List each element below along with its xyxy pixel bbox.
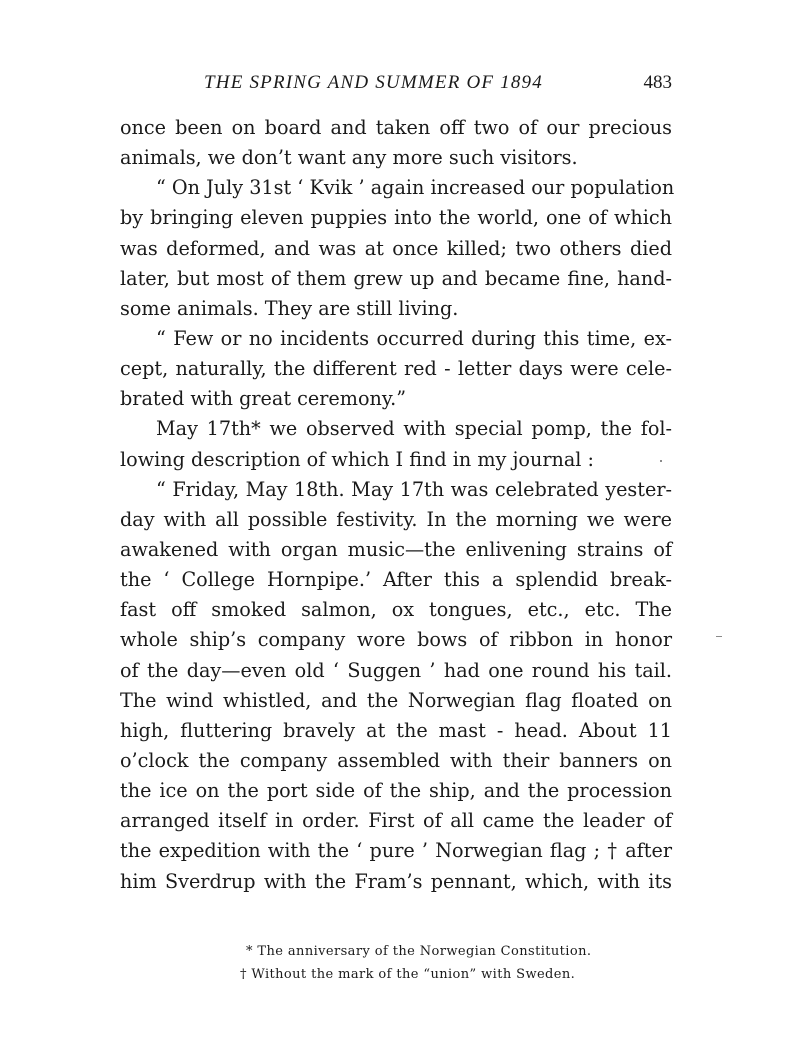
text-line: once been on board and taken off two of our precious <box>120 116 672 139</box>
page-number: 483 <box>643 72 672 93</box>
text-line: the ice on the port side of the ship, and the procession <box>120 779 672 803</box>
body-text <box>120 113 675 897</box>
text-line: awakened with organ music—the enlivening strains of <box>120 537 672 561</box>
footnotes <box>120 940 672 986</box>
text-line: lowing description of which I find in my journal : <box>120 447 595 471</box>
text-line: cept, naturally, the different red - letter days were cele- <box>120 357 672 381</box>
text-line: May 17th* we observed with special pomp, the fol- <box>156 417 672 441</box>
text-line: day with all possible festivity. In the morning we were <box>120 507 672 531</box>
text-line: high, fluttering bravely at the mast - head. About 11 <box>120 718 672 742</box>
text-line: him Sverdrup with the Fram’s pennant, which, with its <box>120 869 672 893</box>
text-line: whole ship’s company wore bows of ribbon in honor <box>120 628 672 652</box>
text-line: later, but most of them grew up and became fine, hand- <box>120 266 672 290</box>
text-line: “ On July 31st ‘ Kvik ’ again increased our population <box>156 176 675 200</box>
footnote-anniversary: * The anniversary of the Norwegian Constitution. <box>246 944 592 959</box>
text-line: fast off smoked salmon, ox tongues, etc., etc. The <box>120 598 672 622</box>
scan-mark <box>716 636 722 637</box>
text-line: was deformed, and was at once killed; two others died <box>120 236 672 260</box>
text-line: brated with great ceremony.” <box>120 387 407 411</box>
text-line: arranged itself in order. First of all came the leader of <box>120 809 672 833</box>
text-line: the expedition with the ‘ pure ’ Norwegian flag ; † after <box>120 839 672 863</box>
page-header <box>120 70 672 100</box>
text-line: animals, we don’t want any more such visitors. <box>120 146 578 170</box>
text-line: the ‘ College Hornpipe.’ After this a splendid break- <box>120 568 672 592</box>
text-line: of the day—even old ‘ Suggen ’ had one round his tail. <box>120 658 672 682</box>
text-line: The wind whistled, and the Norwegian flag floated on <box>120 688 672 712</box>
text-line: “ Few or no incidents occurred during this time, ex- <box>156 326 672 350</box>
text-line: some animals. They are still living. <box>120 296 459 320</box>
scan-mark <box>660 460 662 462</box>
running-head: THE SPRING AND SUMMER OF 1894 <box>204 72 543 93</box>
text-line: by bringing eleven puppies into the world, one of which <box>120 206 672 230</box>
text-line: o’clock the company assembled with their banners on <box>120 748 672 772</box>
text-line: “ Friday, May 18th. May 17th was celebrated yester- <box>156 477 672 501</box>
footnote-union-mark: † Without the mark of the “union” with Sweden. <box>240 967 576 982</box>
